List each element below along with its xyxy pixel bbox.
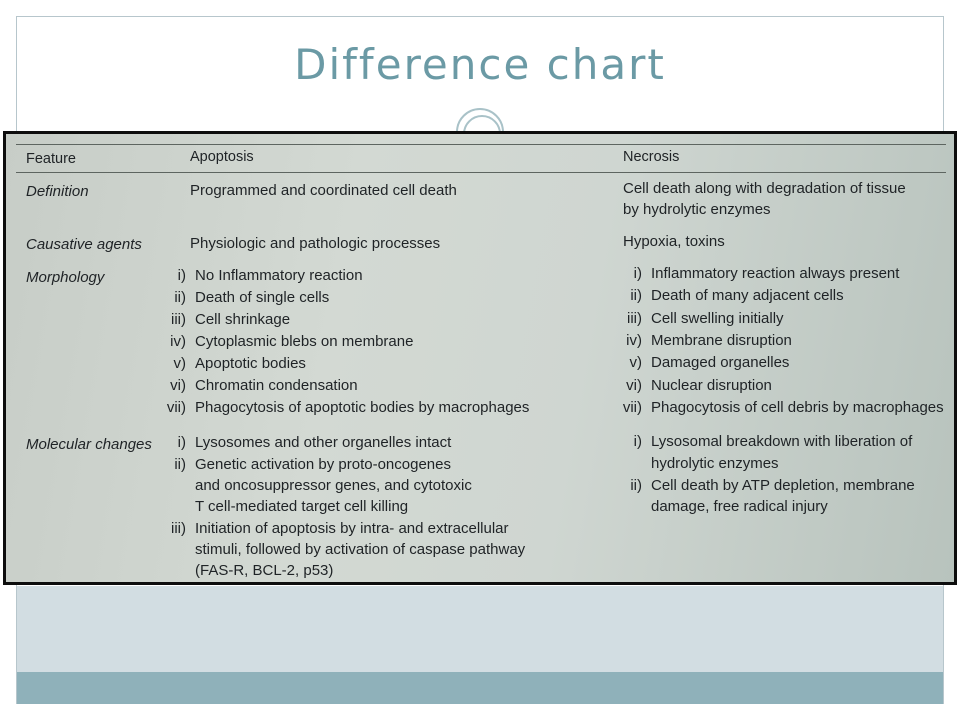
list-item: i) Lysosomal breakdown with liberation of: [633, 433, 913, 450]
feature-morphology: Morphology: [26, 269, 105, 286]
list-item-continuation: (FAS-R, BCL-2, p53): [195, 562, 334, 579]
list-item: i) No Inflammatory reaction: [177, 267, 363, 284]
list-item: vi) Chromatin condensation: [170, 377, 358, 394]
list-item-continuation: and oncosuppressor genes, and cytotoxic: [195, 477, 472, 494]
table-header-rule: [16, 172, 946, 173]
list-item: ii) Genetic activation by proto-oncogenes: [174, 456, 451, 473]
textbook-table-photo: [3, 131, 957, 585]
list-item: v) Damaged organelles: [629, 354, 790, 371]
header-necrosis: Necrosis: [623, 149, 680, 165]
list-item: iii) Initiation of apoptosis by intra- and extracellular: [171, 520, 509, 537]
list-item: vii) Phagocytosis of apoptotic bodies by macrophages: [166, 399, 530, 416]
list-item: i) Inflammatory reaction always present: [633, 265, 900, 282]
slide-title: Difference chart: [294, 40, 666, 89]
header-apoptosis: Apoptosis: [190, 149, 254, 165]
list-item: ii) Death of many adjacent cells: [630, 287, 844, 304]
list-item: i) Lysosomes and other organelles intact: [177, 434, 452, 451]
necrosis-definition-line2: by hydrolytic enzymes: [623, 201, 771, 218]
list-item: iii) Cell shrinkage: [171, 311, 291, 328]
list-item: vii) Phagocytosis of cell debris by macrophages: [622, 399, 944, 416]
list-item: iv) Cytoplasmic blebs on membrane: [170, 333, 414, 350]
necrosis-causative: Hypoxia, toxins: [623, 233, 725, 250]
header-feature: Feature: [26, 151, 76, 167]
list-item-continuation: T cell-mediated target cell killing: [195, 498, 409, 515]
list-item: iii) Cell swelling initially: [627, 310, 784, 327]
slide-bottom-band: [17, 672, 943, 704]
list-item: v) Apoptotic bodies: [173, 355, 306, 372]
list-item-continuation: hydrolytic enzymes: [651, 455, 779, 472]
apoptosis-definition: Programmed and coordinated cell death: [190, 182, 457, 199]
list-item-continuation: stimuli, followed by activation of caspase pathway: [195, 541, 526, 558]
necrosis-definition-line1: Cell death along with degradation of tissue: [623, 180, 906, 197]
list-item: ii) Cell death by ATP depletion, membrane: [630, 477, 915, 494]
feature-causative-agents: Causative agents: [26, 236, 142, 253]
feature-definition: Definition: [26, 183, 89, 200]
list-item: iv) Membrane disruption: [626, 332, 792, 349]
slide-lower-panel: [17, 586, 943, 672]
list-item: vi) Nuclear disruption: [626, 377, 772, 394]
list-item-continuation: damage, free radical injury: [651, 498, 828, 515]
apoptosis-causative: Physiologic and pathologic processes: [190, 235, 441, 252]
feature-molecular-changes: Molecular changes: [26, 436, 152, 453]
list-item: ii) Death of single cells: [174, 289, 330, 306]
table-top-rule: [16, 144, 946, 145]
